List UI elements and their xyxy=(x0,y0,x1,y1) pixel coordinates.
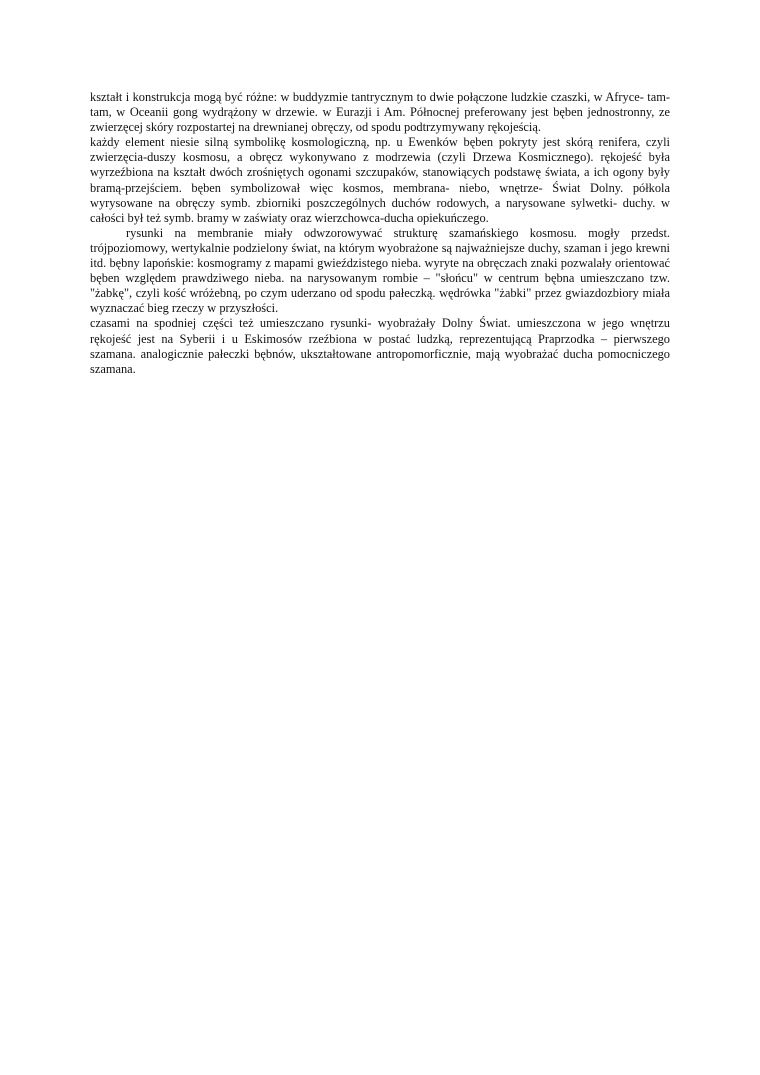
paragraph-drum-shape: kształt i konstrukcja mogą być różne: w buddyzmie tantrycznym to dwie połączone ludzkie czaszki, w Afryce- tam-tam, w Oceanii gong wydrążony w drzewie. w Eurazji i Am. Północnej preferowany jest bęben jednostronny, ze zwierzęcej skóry rozpostartej na drewnianej obręczy, od spodu podtrzymywany rękojeścią. xyxy=(90,90,670,135)
paragraph-underside-drawings: czasami na spodniej części też umieszczano rysunki- wyobrażały Dolny Świat. umieszczona w jego wnętrzu rękojeść jest na Syberii i u Eskimosów rzeźbiona w postać ludzką, reprezentującą Praprzodka – pierwszego szamana. analogicznie pałeczki bębnów, ukształtowane antropomorficznie, mają wyobrażać ducha pomocniczego szamana. xyxy=(90,316,670,376)
paragraph-drum-symbolism: każdy element niesie silną symbolikę kosmologiczną, np. u Ewenków bęben pokryty jest skórą renifera, czyli zwierzęcia-duszy kosmosu, a obręcz wykonywano z modrzewia (czyli Drzewa Kosmicznego). rękojeść była wyrzeźbiona na kształt dwóch zrośniętych ogonami szczupaków, stanowiących podstawę świata, a ich ogony były bramą-przejściem. bęben symbolizował więc kosmos, membrana- niebo, wnętrze- Świat Dolny. półkola wyrysowane na obręczy symb. zbiorniki poszczególnych duchów rodowych, a narysowane sylwetki- duchy. w całości był też symb. bramy w zaświaty oraz wierzchowca-ducha opiekuńczego. xyxy=(90,135,670,225)
document-body xyxy=(90,90,670,377)
paragraph-membrane-drawings: rysunki na membranie miały odwzorowywać strukturę szamańskiego kosmosu. mogły przedst. trójpoziomowy, wertykalnie podzielony świat, na którym wyobrażone są najważniejsze duchy, szaman i jego krewni itd. bębny lapońskie: kosmogramy z mapami gwieździstego nieba. wyryte na obręczach znaki pozwalały orientować bęben względem prawdziwego nieba. na narysowanym rombie – "słońcu" w centrum bębna umieszczano tzw. "żabkę", czyli kość wróżebną, po czym uderzano od spodu pałeczką. wędrówka "żabki" przez gwiazdozbiory miała wyznaczać bieg rzeczy w przyszłości. xyxy=(90,225,670,316)
